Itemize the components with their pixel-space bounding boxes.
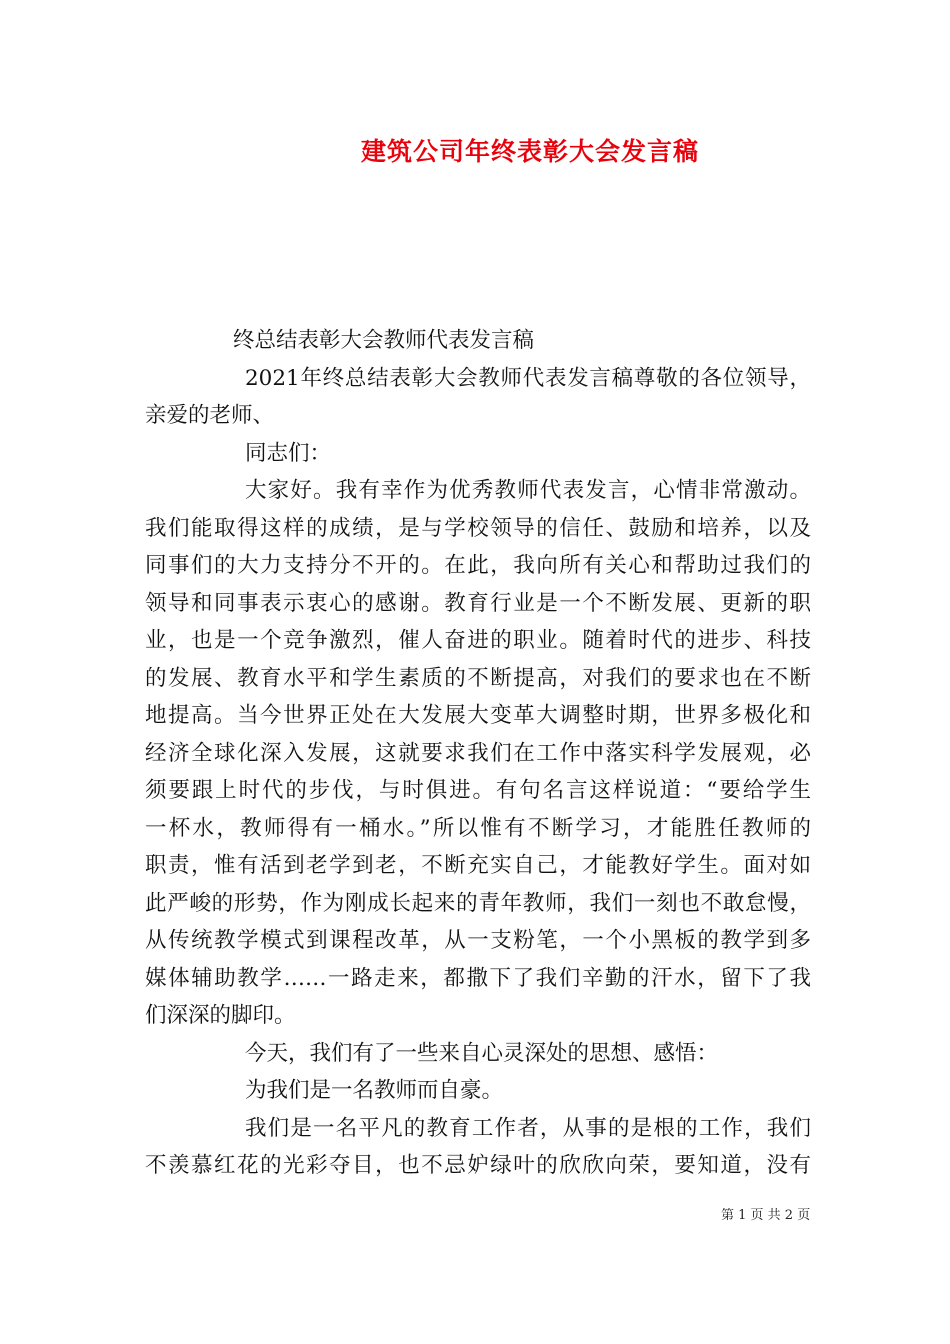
body-line: 亲爱的老师、 [145, 403, 275, 428]
body-line: 从传统教学模式到课程改革，从一支粉笔，一个小黑板的教学到多 [145, 928, 811, 953]
body-line: 同志们： [245, 440, 332, 466]
body-line: 地提高。当今世界正处在大发展大变革大调整时期，世界多极化和 [145, 703, 811, 728]
body-line: 的发展、教育水平和学生素质的不断提高，对我们的要求也在不断 [145, 665, 811, 691]
body-line: 大家好。我有幸作为优秀教师代表发言，心情非常激动。 [245, 478, 811, 503]
body-line: 媒体辅助教学……一路走来，都撒下了我们辛勤的汗水，留下了我 [145, 965, 811, 991]
body-line: 为我们是一名教师而自豪。 [245, 1078, 504, 1103]
body-line: 业，也是一个竞争激烈，催人奋进的职业。随着时代的进步、科技 [145, 628, 811, 653]
body-line: 此严峻的形势，作为刚成长起来的青年教师，我们一刻也不敢怠慢， [145, 890, 811, 916]
body-line: 我们能取得这样的成绩，是与学校领导的信任、鼓励和培养，以及 [145, 515, 811, 541]
body-line: 经济全球化深入发展，这就要求我们在工作中落实科学发展观，必 [145, 740, 811, 766]
document-title: 建筑公司年终表彰大会发言稿 [360, 137, 699, 166]
body-line: 不羡慕红花的光彩夺目，也不忌妒绿叶的欣欣向荣，要知道，没有 [145, 1153, 811, 1178]
body-line: 们深深的脚印。 [145, 1003, 296, 1028]
body-line: 一杯水，教师得有一桶水。”所以惟有不断学习，才能胜任教师的 [145, 815, 811, 841]
body-line: 同事们的大力支持分不开的。在此，我向所有关心和帮助过我们的 [145, 553, 811, 578]
document-body [145, 322, 811, 1185]
body-line: 今天，我们有了一些来自心灵深处的思想、感悟： [245, 1040, 719, 1066]
body-line: 领导和同事表示衷心的感谢。教育行业是一个不断发展、更新的职 [145, 590, 811, 616]
page-footer: 第 1 页 共 2 页 [721, 1208, 811, 1223]
body-line: 终总结表彰大会教师代表发言稿 [233, 328, 535, 353]
body-line: 我们是一名平凡的教育工作者，从事的是根的工作，我们 [245, 1115, 811, 1141]
body-line: 2021年终总结表彰大会教师代表发言稿尊敬的各位领导， [245, 365, 811, 391]
body-line: 须要跟上时代的步伐，与时俱进。有句名言这样说道：“要给学生 [145, 778, 811, 803]
body-line: 职责，惟有活到老学到老，不断充实自己，才能教好学生。面对如 [145, 853, 811, 878]
